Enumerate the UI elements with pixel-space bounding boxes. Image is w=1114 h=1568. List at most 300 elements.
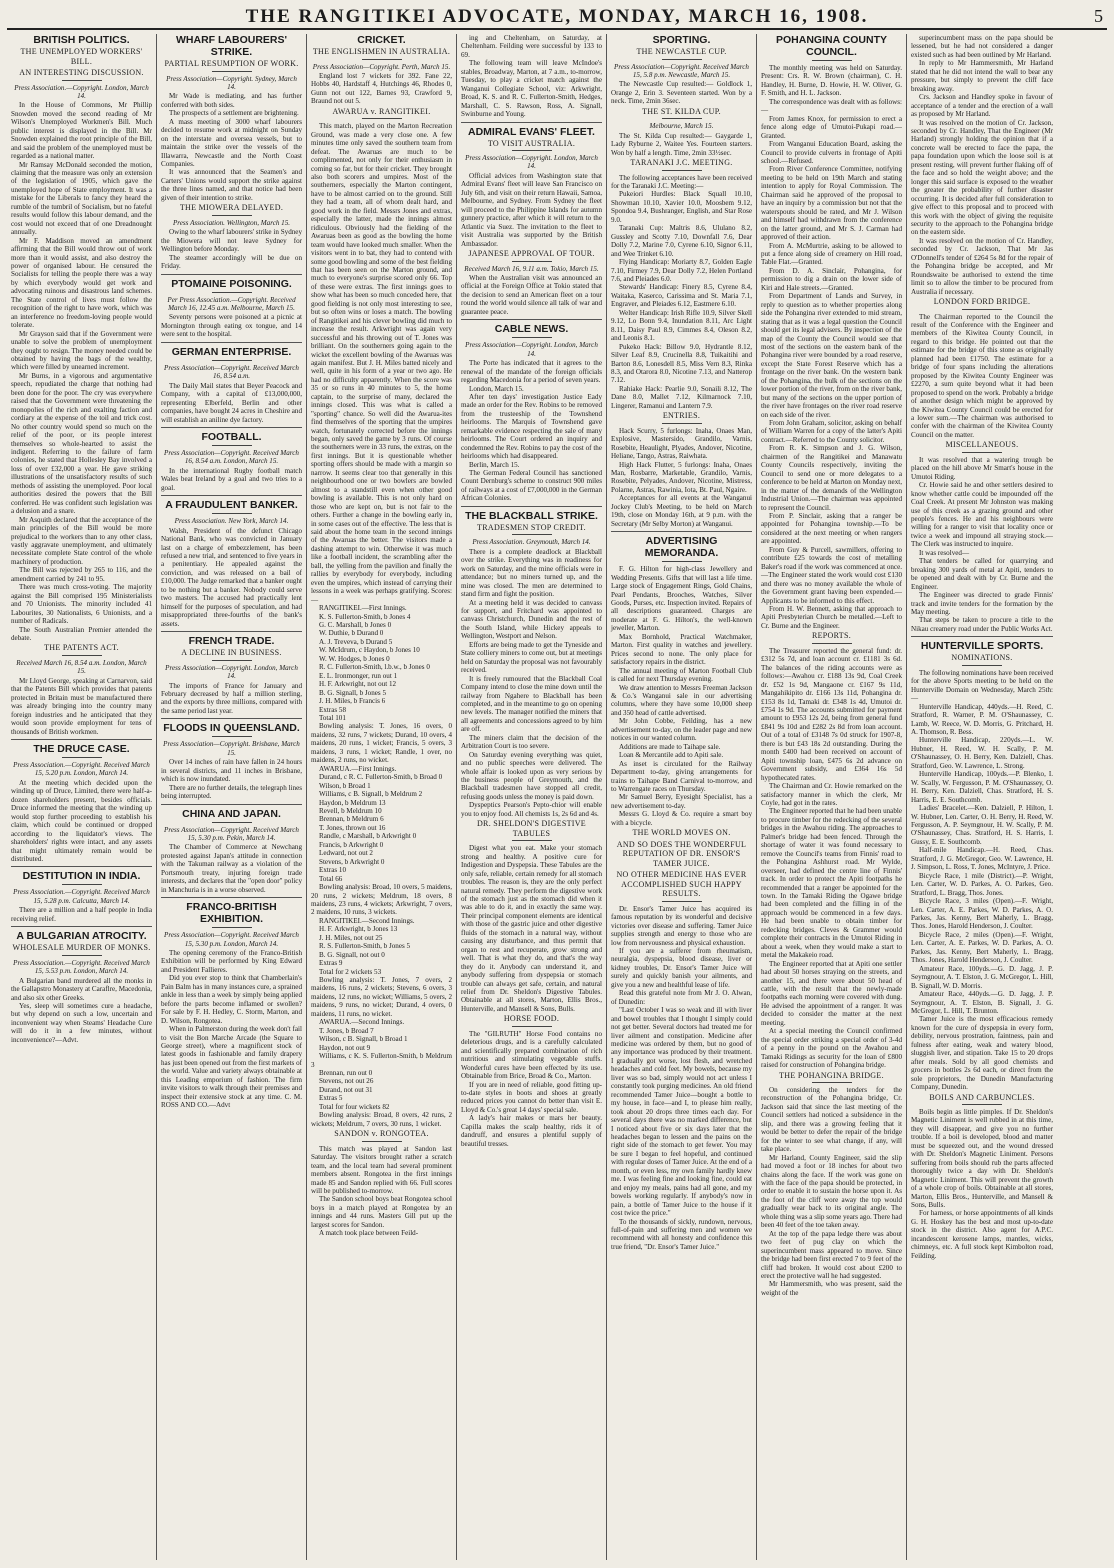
- article-paragraph: There was much cross-voting. The majority against the Bill comprised 195 Ministerialists and 70 Unionists. The minority included 41 Labourites, 30 Nationalists, 6 Unionists, and a number of Radicals.: [11, 583, 152, 626]
- article-subheading: WHOLESALE MURDER OF MONKS.: [12, 943, 151, 953]
- article-paragraph: Extras 58: [319, 705, 346, 714]
- article-dateline: Press Association. New York, March 14.: [174, 517, 289, 526]
- article-paragraph: Mr Wade is mediating, and has further conferred with both sides.: [161, 92, 302, 109]
- article-paragraph: The Chairman and Cr. Howie remarked on the satisfactory manner in which the clerk, Mr Coyle, had got in the rates.: [761, 782, 902, 808]
- article-heading: SPORTING.: [652, 34, 711, 46]
- article-paragraph: Walsh, President of the defunct Chicago National Bank, who was convicted in January last on a charge of embezzlement, has been refused a new trial, and sentenced to five years in a penitentiary. He appealed against the conviction, and was released on a bail of £10,000. The Judge remarked that a banker ought to be nothing but a banker. Nobody could serve two masters. The accused had practically lent himself for the purposes of speculation, and had misappropriated three-fourths of the bank's assets.: [161, 526, 302, 628]
- divider: [212, 513, 252, 514]
- article-subheading: TRADESMEN STOP CREDIT.: [477, 522, 586, 532]
- article-dateline: Received March 16, 8.54 a.m. London, March 15.: [16, 658, 147, 676]
- article-paragraph: The opening ceremony of the Franco-British Exhibition will be performed by King Edward and President Fallieres.: [161, 949, 302, 974]
- article-paragraph: Randle, c Marshall, b Arkwright 0: [319, 832, 417, 841]
- masthead: [7, 4, 1107, 30]
- article-paragraph: On Saturday evening everything was quiet, and no public speeches were delivered. The whole affair is looked upon as very serious by the business people of Greymouth, and the Blackball tradesmen have stopped all credit, refusing goods unless the money is paid down.: [461, 750, 602, 801]
- column-2: [157, 34, 307, 1560]
- article-paragraph: Cr. Howie said he and other settlers desired to know whether cattle could be impounded off the Coal Creek. At present Mr Johnston was making use of this creek as a grazing ground and other people's fences. He and his neighbours were willing for a ranger to visit that locality once or twice a week and impound all straying stock.—The Clerk was instructed to inquire.: [911, 481, 1053, 549]
- article-paragraph: Hunterville Handicap, 100yds.—P. Blenko, I. W. Scally, W. Fergusson, P. M. O'Shaunassey, O. H. Berry, Ken. Dalziell, Chas. Stratford, H. S. Harris, E. E. Southcomb.: [911, 770, 1053, 804]
- article-subheading: MISCELLANEOUS.: [945, 440, 1019, 450]
- article-paragraph: Extras 9: [319, 959, 343, 968]
- article-paragraph: As inset is circulated for the Railway Department to-day, giving arrangements for trains to Taihape Band Carnival to-morrow, and to Warrengate races on Thursday.: [611, 759, 752, 793]
- article-paragraph: Total for four wickets 82: [319, 1102, 390, 1111]
- article-paragraph: In the international Rugby football match Wales beat Ireland by a goal and two tries to a goal.: [161, 466, 302, 492]
- article-paragraph: It was resolved on the motion of Cr. Handley, seconded by Cr. Jackson, That Mr Jas O'Donnell's tender of £264 5s 8d for the repair of the Pohangina bridge be accepted, and Mr Roundswaite be authorised to extend the time limit so to allow the timber to be procured from Australia if necessary.: [911, 236, 1053, 296]
- article-paragraph: Williams, c K. S. Fullerton-Smith, b Meldrum 3: [311, 1052, 452, 1069]
- article-dateline: Press Association.—Copyright. Received March 15, 5.28 p.m. Calcutta, March 14.: [13, 888, 150, 905]
- article-paragraph: T. Jones, thrown out 16: [319, 823, 386, 832]
- article-paragraph: A mass meeting of 3000 wharf labourers decided to resume work at midnight on Sunday on the interstate and oversea vessels, but to maintain the strike over the vessels of the Illawarra, Newcastle and the North Coast Companies.: [161, 117, 302, 169]
- article-paragraph: From H. W. Bennett, asking that approach to Apiti Presbyterian Church be metalled.—Left to Cr. Burne and the Engineer.: [761, 605, 902, 630]
- article-paragraph: This match was played at Sandon last Saturday. The visitors brought rather a scratch team, and the local team had several prominent members absent. Rongotea in the first innings made 85 and Sandon replied with 66. Full scores will be published to-morrow.: [311, 1144, 452, 1195]
- article-paragraph: Boils begin as little pimples. If Dr. Sheldon's Magnetic Liniment is well rubbed in at this time, they will disappear, and give you no further trouble. If a boil is developed, blood and matter must be squeezed out, and the wound dressed with Dr. Sheldon's Magnetic Liniment. Persons suffering from boils should rub the parts affected thoroughly twice a day with Dr. Sheldon's Magnetic Liniment. This will prevent the growth of a whole crop of boils. Obtainable at all stores, Marton, Ellis Bros., Hunterville, and Mansell & Sons, Bulls.: [911, 1108, 1053, 1209]
- divider: [662, 901, 702, 902]
- article-paragraph: K. S. Fullerton-Smith, b Jones 4: [319, 612, 411, 621]
- divider: [212, 71, 252, 72]
- divider: [212, 660, 252, 661]
- article-paragraph: RANGITIKEI.—First Innings.: [319, 604, 407, 613]
- article-paragraph: Official advices from Washington state that Admiral Evans' fleet will leave San Francisco on July 6th, and visit on their return Hawaii, Samoa, Melbourne, and Sydney. From Sydney the fleet will proceed to the Philippine Islands for autumn gunnery practice, after which it will return to the Atlantic via Suez. The invitation to the fleet to visit Australia was supported by the British Ambassador.: [461, 171, 602, 248]
- article-paragraph: Berlin, March 15.: [469, 460, 520, 469]
- article-paragraph: The prospects of a settlement are brightening.: [169, 109, 299, 118]
- article-paragraph: Ladies' Bracelet.—Ken. Dalziell, P. Hilton, I. W. Hubner, Len. Carter, O. H. Berry, H. Reed, W. Fergusson, A. P. Seymgnour, H. W. Scally, P. M. O'Shaunassey, Chas. Stratford, H. S. Harris, I. Gussy, E. E. Southcomb.: [911, 804, 1053, 846]
- article-paragraph: The Porte has indicated that it agrees to the renewal of the mandate of the foreign officials regarding Macedonia for a period of seven years.: [461, 359, 602, 385]
- article-paragraph: From Department of Lands and Survey, in reply to question as to whether properties along side the Pohangina river extended to mid stream, stating that as it was a legal question the Council should get its legal advisers. By inspection of the map of the County the Council would see that most of the sections on the eastern bank of the Pohangina river were bounded by a road reserve, except the State Forest Reserve which has a frontage on the river bank. On the western bank of the Pohangina, the bulk of the sections on the lower portion of the river, from on the river bank, but many of the sections on the upper portion of the river have frontages on the river road reserve on each side of the river.: [761, 292, 902, 419]
- article-dateline: Press Association—Copyright. Received March 15, 5.30 p.m. Pekin, March 14.: [164, 825, 299, 842]
- article-paragraph: AWARUA.—First Innings.: [319, 764, 397, 773]
- divider: [662, 59, 702, 60]
- article-paragraph: Bowling analysis: T. Jones, 16 overs, 0 maidens, 32 runs, 7 wickets; Durand, 10 overs, 4 maidens, 20 runs, 1 wicket; Francis, 5 overs, 3 maidens, 3 runs, 1 wicket; Randle, 1 over, no maidens, 2 runs, no wicket.: [311, 722, 452, 765]
- article-dateline: Press Association—Copyright. Received March 16, 8.54 a.m. London, March 15.: [164, 448, 299, 466]
- article-paragraph: The miners claim that the decision of the Arbitration Court is too severe.: [461, 733, 602, 751]
- article-paragraph: A Bulgarian band murdered all the monks in the Gallapstro Monastery at Caraflre, Macedonia, and also six other Greeks.: [11, 976, 152, 1002]
- article-dateline: Press Association—Copyright. Received March 16, 8.54 a.m.: [164, 363, 299, 381]
- article-paragraph: Wilson, b Broad 1: [319, 781, 371, 790]
- article-paragraph: Haydon, b Meldrum 13: [319, 798, 386, 807]
- divider: [212, 736, 252, 737]
- article-paragraph: The monthly meeting was held on Saturday. Present: Crs. R. W. Brown (chairman), C. H. Handley, H. Burne, D. Howie, H. W. Oliver, G. F. Smith, and H. L. Jackson.: [761, 64, 902, 98]
- article-subheading: THE PATENTS ACT.: [44, 643, 119, 653]
- column-5: [607, 34, 757, 1560]
- article-paragraph: From Guy & Purcell, sawmillers, offering to contribute £25 towards the cost of metalling Baker's road if the work was commenced at once.—The Engineer stated the work would cost £130 and there was no money available the whole of the Government grant having been expended.—Applicants to be informed to this effect.: [761, 545, 902, 605]
- article-paragraph: The "GILRUTH" Horse Food contains no deleterious drugs, and is a carefully calculated and scientifically prepared combination of rich nutritious and stimulating vegetable stuffs. Wonderful cures have been effected by its use. Obtainable from Brice, Broad & Co., Marton.: [461, 1029, 602, 1081]
- article-heading: A FRAUDULENT BANKER.: [161, 495, 302, 511]
- article-paragraph: The Newcastle Cup resulted:— Goldlock 1, Orange 2, Erin 3. Seventeen started. Won by a neck. Time, 2min 36sec.: [611, 80, 752, 106]
- article-paragraph: W. McIdrum, c Haydon, b Jones 10: [319, 646, 420, 655]
- article-paragraph: Francis, b Arkwright 0: [319, 840, 384, 849]
- article-paragraph: Total for 2 wickets 53: [319, 967, 382, 976]
- divider: [62, 757, 102, 758]
- article-paragraph: superincumbent mass on the papa should be lessened, but he had not considered a danger existed such as had been outlined by Mr Harland.: [911, 34, 1053, 59]
- divider: [812, 60, 852, 61]
- article-paragraph: Loan & Mercantile add to Apiti sale.: [619, 751, 724, 760]
- article-dateline: Press Association.—Copyright. London, March 14.: [14, 83, 149, 100]
- article-heading: CHINA AND JAPAN.: [161, 804, 302, 820]
- divider: [812, 643, 852, 644]
- divider: [512, 840, 552, 841]
- article-paragraph: Read this grateful note from Mr J. O. Alwan, of Dunedin:: [611, 989, 752, 1006]
- article-paragraph: From R. K. Simpson and J. G. Wilson, chairmen of the Rangitikei and Manawatu County Councils respectively, inviting the Council to send one or more delegates to a conference to be held at Marton on Monday next, in the matter of the demands of the Wellington Industrial Union.—The chairman was appointed to represent the Council.: [761, 444, 902, 512]
- article-paragraph: London, March 15.: [469, 384, 524, 393]
- article-paragraph: To the thousands of sickly, rundown, nervous, full-of-pain and suffering men and women we recommend with all honesty and confidence this true friend, "Dr. Ensor's Tamer Juice.": [611, 1217, 752, 1251]
- divider: [962, 665, 1002, 666]
- article-paragraph: Acceptances for all events at the Wanganui Jockey Club's Meeting, to be held on March 19th, close on Monday 16th, at 9 p.m. with the Secretary (Mr Selby Morton) at Wanganui.: [611, 494, 752, 528]
- article-subheading: THE ENGLISHMEN IN AUSTRALIA.: [312, 47, 451, 56]
- article-paragraph: Wilson, c B. Signall, b Broad 1: [319, 1035, 408, 1044]
- article-dateline: Per Press Association.—Copyright. Received March 16, 12.45 a.m. Melbourne, March 15.: [167, 295, 296, 312]
- article-paragraph: The Bill was rejected by 265 to 116, and the amendment carried by 241 to 95.: [11, 566, 152, 583]
- masthead-title: THE RANGITIKEI ADVOCATE, MONDAY, MARCH 16, 1908.: [245, 6, 869, 27]
- article-paragraph: A match took place between Feild-: [319, 1229, 419, 1238]
- article-paragraph: That steps be taken to procure a title to the Nikau creamery road under the Public Works Act.: [911, 616, 1053, 633]
- article-paragraph: The Chamber of Commerce at Newchang protested against Japan's attitude in connection with the Takuman railway as a violation of the Portsmouth treaty, injuring foreign trade interests, and declares that the "open door" policy in Manchuria is in a worse observed.: [161, 843, 302, 894]
- article-paragraph: Stevens, b Arkwright 0: [319, 857, 385, 866]
- article-paragraph: From P. Sinclair, asking that a ranger be appointed for Pohangina township.—To be considered at the next meeting or when rangers are appointed.: [761, 512, 902, 546]
- article-subheading: ENTRIES.: [662, 411, 701, 421]
- divider: [962, 452, 1002, 453]
- article-paragraph: Mr Asquith declared that the acceptance of the main principles of the Bill would be more prejudical to the workers than to any other class, vastly aggravate unemployment, and ultimately necessitate complete State control of the whole machinery of production.: [11, 515, 152, 566]
- article-paragraph: E. L. Ironmonger, run out 1: [319, 671, 398, 680]
- article-paragraph: Crs. Jackson and Handley spoke in favour of acceptance of a tender and the erection of a wall as proposed by Mr Harland.: [911, 93, 1053, 119]
- article-paragraph: B. G. Signall, b Jones 5: [319, 688, 386, 697]
- divider: [212, 215, 252, 216]
- article-paragraph: The Engineer reported that he had been unable to procure timber for the redecking of the several bridges in the Awahou riding. The approaches to Palmer's bridge had been fenced. Through the shortage of water it was found necessary to remove the Council's teams from Finnis' road to the Pohangina Ashhurst road. Mr Wylde, overseer, had defined the centre line of Finnis' track. In order to protect the Apiti footpaths he recommended that a ranger be appointed for the town. In the Tamaki Riding the Ogawe bridge had been completed and the filling in of the approach would be commenced in a few days. He had been unable to obtain timber for redecking bridges. Cleves & Grammer would complete their contracts in the Umutoi Riding in about a week, when they would make a start to metal the Makakeio road.: [761, 807, 902, 960]
- article-heading: CRICKET.: [357, 34, 406, 46]
- column-1: [7, 34, 157, 1560]
- article-dateline: Press Association—Copyright. Sydney, March 14.: [166, 74, 297, 91]
- column-4: [457, 34, 607, 1560]
- article-paragraph: Bicycle Race, 1 mile (District).—P. Wright, Len. Carter, W. D. Parkes, A. O. Parkes, Geo. Stratford, L. Bragg, Thos. Jones.: [911, 871, 1053, 897]
- article-paragraph: It is freely rumoured that the Blackball Coal Company intend to close the mine down until the railway from Ngahere to Blackball has been completed, and in the meantime to go on opening new levels. The manager notified the miners that all agreements and concessions agreed to by him are off.: [461, 674, 602, 734]
- article-paragraph: We draw attention to Messrs Freeman Jackson & Co.'s Wanganui sale in our advertising columns, where they have some 10,000 sheep and 350 head of cattle advertised.: [611, 683, 752, 717]
- article-paragraph: Brennan, b Meldrum 6: [319, 815, 384, 824]
- article-paragraph: Mr Burns, in a vigorous and argumentative speech, repudiated the charge that nothing had been done for the poor. The cry was everywhere raised that the Government were threatening the monopolies of the rich and exalting faction and cordiary at the expense of the toil and trick cost. No other country would spend so much on the relief of the poor, or its people interest themselves so whole-hearted to assist the indigent. Referring to the failure of farm colonies, he stated that Hollesley Bay involved a loss of over £32,000 a year. He gave striking illustrations of the unsatisfactory results of such methods of assisting the unemployed. Poor local authorities desired the powers that the Bill conferred. He was confident such legislation was a delusion and a snare.: [11, 371, 152, 516]
- article-dateline: Press Association—Copyright. London, March 14.: [165, 663, 298, 681]
- article-paragraph: Bicycle Race, 3 miles (Open).—F. Wright, Len. Carter, A. E. Parkes, W. D. Parkes, A. O. Parkes, Jas. Kenny, Bert Maherly, L. Bragg, Thos. Jones, Harold Henderson, J. Coulter.: [911, 897, 1053, 931]
- article-paragraph: Bowling analysis: T. Jones, 7 overs, 2 maidens, 16 runs, 2 wickets; Stevens, 6 overs, 3 maidens, 12 runs, no wicket; Williams, 5 overs, 2 maidens, 9 runs, no wicket; Durand, 4 overs, 0 maidens, 11 runs, no wicket.: [311, 976, 452, 1018]
- article-dateline: Press Association—Copyright. Brisbane, March 15.: [163, 740, 300, 757]
- article-paragraph: Tamer Juice is the most efficacious remedy known for the cure of dyspepsia in every form, debility, nervous prostration, faintness, pain and fulness after eating, weak and watery blood, sluggish liver, and stipation. Take 15 to 20 drops after meals. Sold by all good chemists and grocers in bottles 2s 6d each, or direct from the sole proprietors, the Dunedin Manufacturing Company, Dunedin.: [911, 1015, 1053, 1092]
- article-heading: BRITISH POLITICS.: [33, 34, 130, 46]
- article-heading: PTOMAINE POISONING.: [161, 274, 302, 290]
- article-paragraph: If you are in need of reliable, good fitting up-to-date styles in boots and shoes at greatly reduced prices you cannot do better than visit E. Lloyd & Co.'s great 14 days' special sale.: [461, 1080, 602, 1114]
- columns-container: [7, 34, 1107, 1560]
- divider: [362, 118, 402, 119]
- divider: [512, 150, 552, 151]
- article-subheading: THE NEWCASTLE CUP.: [636, 47, 727, 56]
- divider: [662, 170, 702, 171]
- article-paragraph: The Daily Mail states that Beyer Peacock and Company, with a capital of £13,000,000, representing Elberfeld, Berlin and other companies, have bought 24 acres in Cheshire and will establish an aniline dye factory.: [161, 381, 302, 424]
- article-paragraph: That tenders be called for quarrying and breaking 300 yards of metal at Apiti, tenders to be opened and dealt with by Cr. Burne and the Engineer.: [911, 557, 1053, 591]
- article-paragraph: Mr Grayson said that if the Government were unable to solve the problem of unemployment they ought to resign. The money needed could be obtained by having the bags of the wealthy, which were filled by unearned increment.: [11, 329, 152, 372]
- article-heading: ADVERTISING MEMORANDA.: [611, 531, 752, 559]
- divider: [962, 309, 1002, 310]
- article-paragraph: Did you ever stop to think that Chamberlain's Pain Balm has in many instances cure, a sprained ankle in less than a week by simply being applied before the parts become inflamed or swollen? For sale by F. H. Hedley, C. Storm, Marton, and D. Wilson, Rongotea.: [161, 974, 302, 1025]
- article-subheading: HORSE FOOD.: [503, 1014, 560, 1024]
- article-dateline: Received March 16, 9.11 a.m. Tokio, March 15.: [464, 264, 599, 273]
- article-paragraph: When the Australian visit was announced an official at the Foreign Office at Tokio stated that the decision to send an American fleet on a tour round the world would silence all talk of war and guarantee peace.: [461, 273, 602, 316]
- article-paragraph: The Sandon school boys beat Rongotea school boys in a match played at Rongotea by an innings and 44 runs. Masters Gill put up the largest scores for Sandon.: [311, 1195, 452, 1229]
- article-dateline: Press Association. Wellington, March 15.: [172, 218, 291, 227]
- article-paragraph: High Hack Flutter, 5 furlongs: Inaha, Onaes Man, Rosbarre, Marketable, Grandilo, Varnis, Rosebite, Pelyades, Andover, Nicotine, Mistress, Polarne, Astras, Rawinia, Iota, Bt. Paul, Ngaire.: [611, 460, 752, 494]
- divider: [62, 955, 102, 956]
- divider: [962, 1104, 1002, 1105]
- article-dateline: Press Association. Greymouth, March 14.: [472, 538, 591, 547]
- article-subheading: BOILS AND CARBUNCLES.: [929, 1092, 1035, 1102]
- article-heading: THE DRUCE CASE.: [11, 739, 152, 755]
- article-paragraph: The following acceptances have been received for the Taranaki J.C. Meeting:—: [611, 173, 752, 191]
- article-paragraph: Bicycle Race, 2 miles (Open).—F. Wright, Len. Carter, A. E. Parkes, W. D. Parkes, A. O. Parkes, Jas. Kenny, Bert Maherly, L. Bragg, Thos. Jones, Harold Henderson, J. Coulter.: [911, 930, 1053, 965]
- article-paragraph: This match, played on the Marton Recreation Ground, was made a very close one. A few minutes time only saved the southern team from defeat. The Awaruas are much to be complimented, not only for their enthusiasm in coming so far, but for their cricket. They brought also both scorers and umpires. Most of the southerners, especially the Marton contingent, have to be almost carried on to the ground. Still they had a team, all of whom dealt hard, and good work in the field. Messrs Jones and extras, especially the latter, made the innings almost ridiculous. Obviously had the fielding of the Awaruas been as good as the bowling the home team would have looked much smaller. When the visitors went in to bat, they had to contend with some good bowling and some of the best fielding that has been seen on the Marton ground, and much to everyone's surprise scored only 66. Top of these were extras. The first innings goes to show what has been so much conceded here, that good fielding is not only most interesting to see, but so often wins or loses a match. The bowling of Rangitikei and his clever bowling did much to increase the result. Arkwright was again very successful and his throwing out of T. Jones was brilliant. On the southerners going again to the wicket the excellent bowling of the Awaruas was again manifest. But J. H. Miles batted nicely and well, quite in his form of a year or two ago. He had no difficulty apparently. When the score was 35 or so runs in 40 minutes to 5, the home captain, to the surprise of many, declared the innings closed. This was what is called a "sporting" chance. So well did the Awarua-ites find themselves of the sporting that the umpires watch, fortunately corrected before the innings began, only saved the game by 3 runs. Of course the southerners were in 33 runs, the extras, on the first innings. But it is questionable whether sporting offers should be made with a margin so narrow. It seems clear too that generally in this neighbourhood one or two bowlers are bowled almost to a standstill even when other good bowling is available. This is not only hard on those who are kept on, but is not fair to the others. Further a change in the bowling early in, in some cases out of the effective. The less that is said about the home team in the second innings of the Awaruas the better. The visitors made a dashing attempt to win. Otherwise it was much like a football incident, the scrambling after the ball, the yelling from the pavilion and finally the rallies by everybody for everybody, including even the umpires, which instead of carrying their lessons in a week was perhaps gratifying. Scores:—: [311, 122, 452, 604]
- divider: [512, 534, 552, 535]
- divider: [512, 261, 552, 262]
- article-subheading: NO OTHER MEDICINE HAS EVER ACCOMPLISHED SUCH HAPPY RESULTS.: [616, 870, 747, 899]
- article-paragraph: England lost 7 wickets for 392. Fane 22, Hobbs 40, Hardstaff 4, Hutchings 46, Rhodes 0, Gunn not out 122, Barnes 93, Crawford 9, Braund not out 5.: [311, 71, 452, 106]
- article-paragraph: At the meeting which decided upon the winding up of Druce, Limited, there were half-a-dozen shareholders present, besides officials. Druce informed the meeting that the winding up would stop further proceeding to establish his claim, which could be continued or dropped according to the liquidator's views. The shareholders' rights were intact, and any assets that might ultimately remain would be distributed.: [11, 778, 152, 863]
- divider: [62, 80, 102, 81]
- article-paragraph: Additions are made to Taihape sale.: [619, 742, 721, 751]
- article-paragraph: Pukeiori Hurdles: Black Squall 10.10, Showman 10.10, Xavier 10.0, Moosbem 9.12, Spondoa 9.4, Bushranger, English, and Star Rose 9.0.: [611, 190, 752, 224]
- article-paragraph: At a meeting held it was decided to canvass for support, and Fritchard was appointed to canvass Christchurch, Dunedin and the rest of the South Island, while Hickey appeals to Wellington, Westport and Nelson.: [461, 598, 602, 641]
- article-paragraph: Pukeko Hack: Billow 9.0, Hydrantle 8.12, Silver Leaf 8.9, Crucinella 8.8, Tuikaitihi and Barton 8.6, Lonesdell 8.5, Miss Vern 8.3, Rinka 8.3, and Otarora 8.0, Nicotine 7.13, and Natterop 7.12.: [611, 342, 752, 385]
- article-paragraph: Hunterville Handicap, 440yds.—H. Reed, C. Stratford, R. Warner, P. M. O'Shaunassey, C. Lamb, W. Reece, W. D. Morris, G. Pritchard, H. A. Thomson, R. Bess.: [911, 702, 1053, 737]
- article-paragraph: B. G. Signall, not out 0: [319, 950, 385, 959]
- article-paragraph: Taranaki Cup: Maltris 8.6, Ululano 8.2, Gussley and Scotty 7.10, Downfall 7.6, Dear Dolly 7.2, Marine 7.0, Cyrene 6.10, Signor 6.11, and Wee Trinket 6.10.: [611, 224, 752, 258]
- article-paragraph: Extras 5: [319, 1094, 343, 1103]
- article-heading: CABLE NEWS.: [461, 319, 602, 335]
- article-paragraph: Yes, sleep will sometimes cure a headache, but why depend on such a low, uncertain and inconvenient way when Steams' Headache Cure will do it in a few minutes, without inconvenience?—Advt.: [11, 1002, 152, 1044]
- column-6: [757, 34, 907, 1560]
- article-dateline: Press Association.—Copyright. Received March 15, 5.20 p.m. London, March 14.: [13, 760, 150, 778]
- article-paragraph: Mr F. Maddison moved an amendment affirming that the Bill would throw out of work more than it would assist, and also destroy the power of organised labour. He censured the Socialists for telling the people there was a way by which everybody would get work and advocating ruinous and disastrous land schemes. The State control of lives must follow the recognition of the right to have work, which was an interference no freedom-loving people would tolerate.: [11, 236, 152, 330]
- article-heading: FOOTBALL.: [161, 427, 302, 443]
- article-paragraph: Dyspeptics Pearson's Pepto-chior will enable you to enjoy food. All chemists 1s, 2s 6d and 4s.: [461, 801, 602, 818]
- article-paragraph: From A. McMurtrie, asking to be allowed to put a fence along side of creamery on Hill road, Table Flat.—Granted.: [761, 241, 902, 267]
- article-subheading: THE POHANGINA BRIDGE.: [779, 1070, 884, 1080]
- article-subheading: AN INTERESTING DISCUSSION.: [19, 68, 144, 77]
- article-paragraph: From D. A. Sinclair, Pohangina, for permission to dig a drain on the lower side of Kiri and Hale streets.—Granted.: [761, 266, 902, 292]
- column-3: [307, 34, 457, 1560]
- article-paragraph: R. C. Fullerton-Smith, l.b.w., b Jones 0: [319, 663, 430, 672]
- article-paragraph: H. F. Arkwright, not out 12: [319, 680, 397, 689]
- page-number: 5: [1094, 6, 1103, 26]
- article-subheading: TARANAKI J.C. MEETING.: [630, 158, 733, 168]
- article-paragraph: At the top of the papa ledge there was about two feet of pug clay on which the superincumbent mass appeared to move. Since the bridge had been first erected 7 to 9 feet of the cliff had broken. It would cost about £200 to erect the protective wall he had suggested.: [761, 1229, 902, 1280]
- article-paragraph: The following team will leave McIndoe's stables, Broadway, Marton, at 7 a.m., to-morrow, Tuesday, to play a cricket match against the Wanganui Collegiate School, viz: Arkwright, Broad, K. S. and R. C. Fullerton-Smith, Hedges, Marshall, C. S. Rawson, Ross, A. Signall, Swinburne and Young.: [461, 59, 602, 119]
- article-subheading: A DECLINE IN BUSINESS.: [181, 648, 282, 658]
- article-paragraph: Haydon, not out 9: [319, 1043, 371, 1052]
- article-heading: GERMAN ENTERPRISE.: [161, 342, 302, 358]
- divider: [812, 1082, 852, 1083]
- divider: [362, 59, 402, 60]
- article-paragraph: There are a million and a half people in India receiving relief.: [11, 906, 152, 923]
- article-paragraph: There is a complete deadlock at Blackball over the strike. Everything was in readiness for work on Saturday, and the mine officials were in attendance; but no miners turned up, and the mine was closed. The men are determined to stand firm and fight the position.: [461, 547, 602, 599]
- article-subheading: THE WORLD MOVES ON.: [632, 828, 731, 838]
- article-paragraph: "Last October I was so weak and ill with liver and bowel troubles that I thought I simply could not get better. Several doctors had treated me for liver ailment and constipation. Medicine after medicine was ordered by them, but no good of any importance was produced by their treatment. I gradually got worse, lost flesh, and wretched headaches and cold feet. My bowels, because my liver was so bad, simply would not act unless I constantly took purging medicines. An old friend recommended Tamer Juice—bought a bottle to my house, in face—and I, to please him really, took about 20 drops three times each day. For several days there was no marked difference, but I noticed about five or six days later that the headaches began to lessen and the pains on the right side of the stomach to get fewer. You may be sure I began to feel hopeful, and continued with regular doses of Tamer Juice. At the end of a month, or even less, my own family hardly knew me. I was feeling fine and looking fine, could eat and enjoy my meals, pains had all gone, and my bowels working regularly. If anybody's now in pain, a bottle of Tamer Juice to the house if it cost twice the price.": [611, 1006, 753, 1218]
- article-paragraph: Owing to the wharf labourers' strike in Sydney the Miowera will not leave Sydney for Wellington before Monday.: [161, 228, 302, 254]
- article-paragraph: Brennan, run out 0: [319, 1069, 373, 1078]
- divider: [212, 822, 252, 823]
- article-paragraph: Mr Harland, County Engineer, said the slip had moved a foot or 18 inches for about two chains along the face. If the work was gone on with the face of the papa should be protected, in order to enable it to sustain the horse upon it. As the foot of the cliff wore away the top would gradually wear back to its original angle. The whole thing was a slip some years ago. There had been 40 feet of the toe taken away.: [761, 1153, 902, 1230]
- article-paragraph: If you are a sufferer from rheumatism, neuralgia, dyspepsia, blood disease, liver or kidney troubles, Dr. Ensor's Tamer Juice will surely and quickly banish your ailments, and give you a new and healthful lease of life.: [611, 947, 752, 989]
- article-paragraph: Mr Ramsay McDonald seconded the motion, claiming that the measure was only an extension of the legislation of 1905, which gave the unemployed hope of State employment. It was a mistake for the Liberals to fancy they heard the rumble of the tumbril of Socialism, but no fateful results would follow this labour demand, and the cost would not exceed that of one Dreadnought annually.: [11, 160, 152, 237]
- divider: [212, 445, 252, 446]
- article-paragraph: Durand, c R. C. Fullerton-Smith, b Broad 0: [319, 773, 443, 782]
- article-paragraph: Efforts are being made to get the Tyneside and State colliery miners to come out, but at meetings held on Saturday the proposal was not favourably received.: [461, 640, 602, 675]
- article-paragraph: Bowling analysis: Broad, 10 overs, 5 maidens, 20 runs, 2 wickets; Meldrum, 18 overs, 8 maidens, 23 runs, 4 wickets; Arkwright, 7 overs, 2 maidens, 10 runs, 3 wickets.: [311, 883, 452, 917]
- article-paragraph: The St. Kilda Cup resulted:— Gaygarde 1, Lady Ryburne 2, Waitee Yes. Fourteen starters. Won by half a length. Time, 2min 33½sec.: [611, 131, 752, 157]
- newspaper-page: [7, 4, 1107, 1560]
- article-dateline: Press Association.—Copyright. Received March 15, 5.53 p.m. London, March 14.: [13, 958, 150, 976]
- article-paragraph: The steamer accordingly will be due on Friday.: [161, 253, 302, 271]
- article-dateline: Melbourne, March 15.: [649, 122, 714, 131]
- article-subheading: LONDON FORD BRIDGE.: [933, 297, 1031, 307]
- article-paragraph: F. G. Hilton for high-class Jewellery and Wedding Presents. Gifts that will last a life time. Large stock of Engagement Rings, Gold Chains, Pearl Pendants, Brooches, Watches, Silver Goods, Purses, etc. Inspection invited. Repairs of all descriptions guaranteed. Charges are moderate at F. G. Hilton's, the well-known jeweller, Marton.: [611, 565, 752, 633]
- article-paragraph: Amateur Race, 440yds.—G. D. Jagg, J. P. Seymgnour, A. T. Elston, B. Signall, J. G. McGregor, L. Hill, T. Brunton.: [911, 990, 1053, 1015]
- article-subheading: THE UNEMPLOYED WORKERS' BILL.: [20, 47, 143, 66]
- article-paragraph: Durand, not out 31: [319, 1085, 373, 1094]
- article-dateline: Press Association—Copyright. London, March 14.: [465, 341, 598, 358]
- article-paragraph: R. S. Fullerton-Smith, b Jones 5: [319, 942, 411, 951]
- divider: [662, 561, 702, 562]
- article-paragraph: Rahiake Hack: Pearlie 9.0, Sonaili 8.12, The Dane 8.0, Mallet 7.12, Kilmarnock 7.10, Lingerer, Ramanui and Lantern 7.9.: [611, 384, 752, 410]
- article-paragraph: Welter Handicap: Irish Rifle 10.9, Silver Skell 9.12, Lo Bonn 9.4, Inundation 8.11, Arc Light 8.11, Daisy Paul 8.9, Cimmes 8.4, Oleson 8.2, and Leonis 8.1.: [611, 308, 752, 343]
- article-heading: FLOODS IN QUEENSLAND.: [161, 718, 302, 734]
- article-paragraph: Mr Samuel Berry, Eyesight Specialist, has a new advertisement to-day.: [611, 793, 752, 810]
- article-paragraph: Messrs G. Lloyd & Co. require a smart boy with a bicycle.: [611, 810, 752, 827]
- article-paragraph: RANGITIKEI.—Second Innings.: [319, 916, 415, 925]
- article-heading: FRENCH TRADE.: [161, 631, 302, 647]
- article-subheading: AND SO DOES THE WONDERFUL REPUTATION OF DR. ENSOR'S TAMER JUICE.: [616, 839, 747, 868]
- article-paragraph: The correspondence was dealt with as follows:—: [761, 97, 902, 115]
- divider: [512, 337, 552, 338]
- article-paragraph: In the House of Commons, Mr Phillip Snowden moved the second reading of Mr Wilson's Unemployed Workmen's Bill. Much public interest is displayed in the Bill. Mr Snowden explained the root principle of the Bill, and said the problem of the unemployed must be regarded as a national matter.: [11, 101, 152, 161]
- article-paragraph: A. J. Treveva, b Durand 5: [319, 637, 393, 646]
- divider: [362, 1141, 402, 1142]
- article-paragraph: The German Federal Council has sanctioned Count Dernburg's scheme to construct 900 miles of railways at a cost of £7,000,000 in the German African Colonies.: [461, 469, 602, 503]
- article-paragraph: Flying Handicap: Moriarty 8.7, Golden Eagle 7.10, Firmey 7.9, Dear Dolly 7.2, Helen Portland 7.6, and Pleiades 6.0.: [611, 258, 752, 284]
- article-paragraph: Over 14 inches of rain have fallen in 24 hours in several districts, and 11 inches in Brisbane, which is now inundated.: [161, 758, 302, 784]
- article-paragraph: There are no further details, the telegraph lines being interrupted.: [161, 783, 302, 801]
- article-subheading: TO VISIT AUSTRALIA.: [487, 138, 576, 148]
- article-paragraph: Dr. Ensor's Tamer Juice has acquired its famous reputation by its wonderful and decisive victories over disease and suffering. Tamer Juice supplies strength and energy to those who are low from nervousness and physical exhaustion.: [611, 904, 752, 947]
- article-paragraph: W. W. Hodges, b Jones 0: [319, 654, 390, 663]
- article-subheading: THE ST. KILDA CUP.: [642, 106, 721, 116]
- article-paragraph: Bowling analysis: Broad, 8 overs, 42 runs, 2 wickets; Meldrum, 7 overs, 30 runs, 1 wicket.: [311, 1111, 452, 1128]
- article-paragraph: From James Knox, for permission to erect a fence along edge of Umutoi-Pukapi road.—Granted.: [761, 114, 902, 140]
- article-paragraph: After ten days' investigation Justice Eady made an order for the Rev. Robins to be removed from the trusteeship of the Townshend heirlooms. The Marquis of Townshend gave remarkable evidence respecting the sale of many heirlooms. The Court ordered an inquiry and condemned the Rev. Robins to pay the cost of the heirlooms which had disappeared.: [461, 392, 602, 461]
- article-heading: WHARF LABOURERS' STRIKE.: [176, 34, 287, 58]
- divider: [212, 292, 252, 293]
- article-subheading: REPORTS.: [811, 631, 852, 641]
- article-paragraph: Total 101: [319, 713, 346, 722]
- article-paragraph: J. H. Miles, not out 25: [319, 933, 383, 942]
- article-paragraph: Mr Hammersmith, who was present, said the weight of the: [761, 1280, 902, 1297]
- article-heading: HUNTERVILLE SPORTS.: [911, 636, 1053, 652]
- article-paragraph: Amateur Race, 100yds.—G. D. Jagg, J. P. Seymgnour, A. T. Elston, J. G. McGregor, L. Hill, B. Signall, W. D. Morris.: [911, 964, 1053, 990]
- article-subheading: PARTIAL RESUMPTION OF WORK.: [164, 59, 299, 68]
- article-paragraph: On considering the tenders for the reconstruction of the Pohangina bridge, Cr. Jackson said that since the last meeting of the Council settlers had noticed a subsidence in the slip, and there was a growing feeling that it would be better to defer the repair of the bridge for the winter to see what change, if any, will take place.: [761, 1086, 902, 1154]
- article-paragraph: Half-mile Handicap.—H. Reed, Chas. Stratford, J. G. McGregor, Geo. W. Lawrence, H. J. Simpson, L. Ross, T. Jones, McIntyre, J. Price.: [911, 846, 1053, 872]
- article-paragraph: The annual meeting of Marton Football Club is called for next Thursday evening.: [611, 666, 752, 684]
- article-paragraph: Mr John Cobbe, Feilding, has a new advertisement to-day, on the leader page and new notices in our wanted column.: [611, 717, 752, 743]
- divider: [212, 927, 252, 928]
- article-paragraph: From Wanganui Education Board, asking the Council to provide culverts in frontage of Apiti school.—Refused.: [761, 140, 902, 165]
- article-heading: THE BLACKBALL STRIKE.: [461, 506, 602, 522]
- article-paragraph: Seventy persons were poisoned at a picnic at Mornington through eating ox tongue, and 14 were sent to the hospital.: [161, 313, 302, 339]
- article-paragraph: Max Bornhold, Practical Watchmaker, Marton. First quality in watches and jewellery. Prices second to none. The only place for satisfactory repairs in the district.: [611, 632, 752, 667]
- article-paragraph: For harness, or horse appointments of all kinds G. H. Hoskey has the best and most up-to-date stock in the district. Also agent for A.P.C. incandescent kerosene lamps, mantles, wicks, chimneys, etc. A full stock kept Kimbolton road, Feilding.: [911, 1209, 1053, 1260]
- article-paragraph: The imports of France for January and February decreased by half a million sterling, and the exports by three millions, compared with the same period last year.: [161, 681, 302, 715]
- article-paragraph: Stewards' Handicap: Finery 8.5, Cyrene 8.4, Waitaka, Kaserco, Carissima and St. Maria 7.1, Engraver, and Pleiades 6.12, Eastmere 6.10.: [611, 283, 752, 309]
- article-dateline: Press Association—Copyright. Received March 15, 5.30 p.m. London, March 14.: [164, 931, 299, 948]
- divider: [62, 655, 102, 656]
- article-heading: ADMIRAL EVANS' FLEET.: [461, 122, 602, 138]
- article-paragraph: Mr Lloyd George, speaking at Carnarvon, said that the Patents Bill which provides that patents protected in Britain must be manufactured there was already bringing into the country many foreign industries and he anticipated that they would soon provide employment for tens of thousands of British workmen.: [11, 676, 152, 736]
- article-paragraph: The South Australian Premier attended the debate.: [11, 625, 152, 642]
- article-paragraph: The Chairman reported to the Council the result of the Conference with the Engineer and members of the Kiwitea County Council, in regard to this bridge. He pointed out that the estimate for the bridge of this stone as originally planned had been £1750. The estimate for a bridge of four spans including the alterations proposed by the Kiwitea County Engineer was £2270, a sum quite beyond what it had been proposed to spend on the work. Probably a bridge of another design which might be approved by the Kiwitea County Council could be erected for a lower sum.—The chairman was authorised to confer with the chairman of the Kiwitea County Council on the matter.: [911, 312, 1053, 439]
- divider: [212, 360, 252, 361]
- article-paragraph: It was resolved that a watering trough be placed on the hill above Mr Smart's house in the Umutoi Riding.: [911, 455, 1053, 481]
- article-paragraph: The following nominations have been received for the above Sports meeting to be held on the Hunterville Domain on Wednesday, March 25th:—: [911, 668, 1053, 703]
- article-paragraph: It was announced that the Seamen's and Carters' Unions would support the strike against the three lines named, and that notice had been given of their intention to strike.: [161, 168, 302, 202]
- article-paragraph: The Treasurer reported the general fund: dr. £312 5s 7d, and loan account cr. £1181 3s 6d. The balances of the riding accounts were as follows:—Awahou cr. £188 13s 9d, Coal Creek dr. £52 1s 9d, Mangaone cr. £167 9s 11d, Mangahikipito dr. £166 13s 11d, Pohangina dr. £153 8s 1d, Tamaki dr. £348 1s 4d, Umutoi dr. £754 1s 9d. The accounts submitted for payment amount to £953 12s 2d, being from general fund £841 9s 10d and £282 2s 8d from loan account. Out of a total of £3148 7s 0d struck for 1907-8, there is but £43 18s 2d outstanding. During the month £400 had been received on account of Apiti township loan, £475 6s 2d advance on Government subsidy, and £364 16s 5d hypothecated rates.: [761, 646, 902, 782]
- article-paragraph: Total 66: [319, 874, 343, 883]
- article-subheading: DR. SHELDON'S DIGESTIVE TABULES: [476, 819, 586, 838]
- article-paragraph: Ledward, not out 2: [319, 849, 373, 858]
- article-heading: DESTITUTION IN INDIA.: [11, 866, 152, 882]
- article-paragraph: Extras 10: [319, 866, 346, 875]
- article-paragraph: T. Jones, b Broad 7: [319, 1026, 374, 1035]
- article-dateline: Press Association—Copyright. London, March 14.: [465, 154, 598, 171]
- article-paragraph: Williams, c B. Signall, b Meldrum 2: [319, 790, 423, 799]
- article-paragraph: W. Duthie, b Durand 0: [319, 629, 384, 638]
- article-paragraph: ing and Cheltenham, on Saturday, at Cheltenham. Feilding were successful by 133 to 69.: [461, 34, 602, 59]
- article-paragraph: Stevens, not out 26: [319, 1077, 374, 1086]
- article-paragraph: J. H. Miles, b Francis 6: [319, 697, 386, 706]
- article-paragraph: When in Palmerston during the week don't fail to visit the Bon Marche Arcade (the Square to George street), where a magnificent stock of latest goods in fashionable and family drapery has just been opened out from the first markets of the world. Value and variety always obtainable at this Leading emporium of fashion. The firm invite visitors to walk through their premises and inspect their extensive stock at any time. C. M. ROSS AND CO.—Advt: [161, 1025, 302, 1110]
- article-paragraph: The Engineer was directed to grade Finnis' track and invite tenders for the formation by the May meeting.: [911, 591, 1053, 616]
- article-heading: POHANGINA COUNTY COUNCIL.: [775, 34, 888, 58]
- article-paragraph: It was resolved—: [919, 548, 970, 557]
- article-paragraph: A lady's hair makes or mars her beauty. Capilla makes the scalp healthy, rids it of dandruff, and ensures a plentiful supply of beautiful tresses.: [461, 1114, 602, 1148]
- column-7: [907, 34, 1057, 1560]
- article-paragraph: From River Conference Committee, notifying meeting to be held on 19th March and stating intention to apply for Royal Commission. The Chairman said he approved of the proposal to have an inquiry by a commission but not that the waterspouts should be rated, and Mr J. Wilson and himself had withdrawn from the conference on the latter ground, and Mr S. J. Carman had approved of their action.: [761, 165, 902, 242]
- article-paragraph: From John Graham, solicitor, asking on behalf of William Warren for a copy of the latter's Apiti contract.—Referred to the County solicitor.: [761, 419, 902, 444]
- article-subheading: NOMINATIONS.: [951, 653, 1013, 663]
- divider: [662, 423, 702, 424]
- article-subheading: AWARUA v. RANGITIKEI.: [332, 106, 431, 116]
- article-paragraph: G. C. Marshall, b Jones 0: [319, 621, 392, 629]
- article-heading: FRANCO-BRITISH EXHIBITION.: [161, 897, 302, 925]
- article-paragraph: Hunterville Handicap, 220yds.—L. W. Hubner, H. Reed, W. H. Scally, P. M. O'Shaunassey, O. H. Berry, Ken. Dalziell, Chas. Stratford, Geo. W. Lawrence, L. Strong.: [911, 736, 1053, 770]
- article-paragraph: Revell, b Meldrum 10: [319, 806, 382, 815]
- article-subheading: THE MIOWERA DELAYED.: [179, 203, 284, 213]
- article-paragraph: It was resolved on the motion of Cr. Jackson, seconded by Cr. Handley, That the Engineer (Mr Harland) strongly holding the opinion that if a concrete wall be erected to face the papa, the papa foundation upon which the loose soil is at present resting, will prevent further flaking off of the face and so hold the weight above; and the longer this said surface is exposed to the weather the greater the probability of further disaster occurring. It is decided after full consideration to give effect to this proposal and to proceed with this work with the object of giving the requisite security to the approach to the Pohangina bridge on the eastern side.: [911, 118, 1053, 237]
- article-paragraph: Digest what you eat. Make your stomach strong and healthy. A positive cure for Indigestion and Dyspepsia. These Tabules are the only safe, reliable, certain remedy for all stomach troubles. The reason is, they are the only perfect natural remedy. They perform the digestive work of the stomach just as the stomach did when it was able to do it, and in exactly the same way. Their principal component elements are identical with those of the gastric juice and other digestive fluids of the stomach in a natural way, without causing any disturbance, and thus permit that organ to rest and recuperate, grow strong and well. That is what they do, and that's the way they do it. Anybody can understand it, and anybody suffering from dyspepsia or stomach trouble can always get safe, certain, and natural relief from Dr. Sheldon's Digestive Tabules. Obtainable at all stores, Marton, Ellis Bros., Hunterville, and Mansell & Sons, Bulls.: [461, 844, 602, 1013]
- divider: [512, 1026, 552, 1027]
- divider: [662, 118, 702, 119]
- article-paragraph: At a special meeting the Council confirmed the special order striking a special order of 3-4d of a penny in the pound on the Awahou and Tamaki Ridings as security for the loan of £800 raised for construction of Pohangina bridge.: [761, 1027, 902, 1070]
- article-subheading: JAPANESE APPROVAL OF TOUR.: [468, 249, 595, 259]
- article-dateline: Press Association—Copyright. Received March 15, 5.8 p.m. Newcastle, March 15.: [614, 62, 749, 79]
- article-paragraph: AWARUA.—Second Innings.: [319, 1018, 405, 1027]
- article-paragraph: The Engineer reported that at Apiti one settler had about 50 horses straying on the streets, and another 15, and there were about 50 head of cattle, with the result that the newly-made footpaths each morning were covered with dung. He advised the appointment of a ranger. It was decided to consider the matter at the next meeting.: [761, 959, 902, 1027]
- article-subheading: SANDON v. RONGOTEA.: [334, 1129, 429, 1139]
- article-dateline: Press Association—Copyright. Perth, March 15.: [312, 62, 451, 71]
- article-paragraph: H. F. Arkwright, b Jones 13: [319, 925, 398, 934]
- divider: [62, 884, 102, 885]
- article-paragraph: In reply to Mr Hammersmith, Mr Harland stated that he did not intend the wall to bear any pressure, but simply to prevent the cliff face breaking away.: [911, 59, 1053, 93]
- article-heading: A BULGARIAN ATROCITY.: [11, 926, 152, 942]
